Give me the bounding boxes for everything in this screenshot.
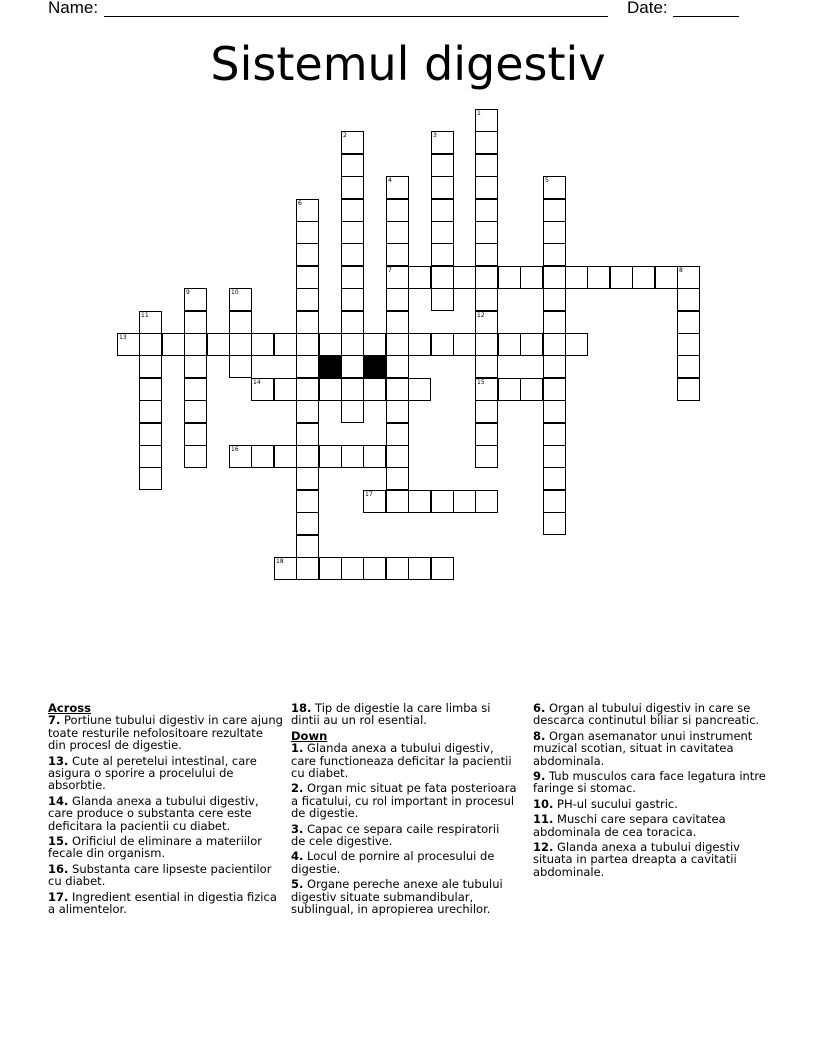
grid-cell[interactable] — [543, 288, 566, 311]
grid-cell[interactable] — [229, 288, 252, 311]
grid-cell[interactable] — [431, 266, 454, 289]
grid-cell[interactable] — [139, 311, 162, 334]
grid-cell[interactable] — [296, 333, 319, 356]
grid-cell[interactable] — [475, 490, 498, 513]
grid-cell[interactable] — [475, 355, 498, 378]
grid-cell[interactable] — [565, 266, 588, 289]
clue-number: 12 — [477, 312, 485, 319]
grid-cell[interactable] — [184, 288, 207, 311]
grid-cell[interactable] — [363, 445, 386, 468]
clue-number: 5 — [545, 177, 549, 184]
grid-cell[interactable] — [296, 288, 319, 311]
grid-cell[interactable] — [431, 131, 454, 154]
grid-cell[interactable] — [341, 221, 364, 244]
grid-cell[interactable] — [587, 266, 610, 289]
grid-cell[interactable] — [139, 400, 162, 423]
grid-cell[interactable] — [543, 400, 566, 423]
grid-cell[interactable] — [296, 535, 319, 558]
page-title: Sistemul digestiv — [210, 37, 606, 91]
grid-cell[interactable] — [229, 333, 252, 356]
grid-cell[interactable] — [274, 378, 297, 401]
grid-cell[interactable] — [386, 311, 409, 334]
clue-across-18: 18. Tip de digestie la care limba si dintii au un rol esential. — [291, 701, 491, 728]
grid-cell[interactable] — [498, 333, 521, 356]
down-heading: Down — [291, 728, 328, 743]
grid-cell[interactable] — [386, 378, 409, 401]
grid-cell[interactable] — [251, 445, 274, 468]
across-heading: Across — [48, 701, 91, 715]
grid-cell[interactable] — [139, 445, 162, 468]
grid-cell[interactable] — [341, 557, 364, 580]
grid-cell[interactable] — [319, 557, 342, 580]
grid-cell[interactable] — [431, 243, 454, 266]
date-label: Date: — [627, 0, 668, 17]
grid-cell[interactable] — [408, 378, 431, 401]
grid-cell[interactable] — [408, 333, 431, 356]
clue-down-2: 2. Organ mic situat pe fata posterioara a ficatului, cu rol important in procesul de digestie. — [291, 781, 517, 821]
grid-cell[interactable] — [475, 288, 498, 311]
grid-cell[interactable] — [543, 266, 566, 289]
grid-cell[interactable] — [341, 266, 364, 289]
clue-across-13: 13. Cute al peretelui intestinal, care asigura o sporire a procelului de absorbtie. — [48, 753, 257, 793]
grid-cell[interactable] — [319, 333, 342, 356]
black-cell — [363, 355, 386, 378]
clue-number: 17 — [365, 491, 373, 498]
grid-cell[interactable] — [520, 333, 543, 356]
grid-cell[interactable] — [453, 266, 476, 289]
grid-cell[interactable] — [184, 445, 207, 468]
grid-cell[interactable] — [520, 378, 543, 401]
grid-cell[interactable] — [543, 243, 566, 266]
grid-cell[interactable] — [431, 199, 454, 222]
grid-cell[interactable] — [475, 154, 498, 177]
grid-cell[interactable] — [677, 355, 700, 378]
grid-cell[interactable] — [386, 243, 409, 266]
grid-cell[interactable] — [431, 176, 454, 199]
clue-number: 8 — [679, 267, 683, 274]
grid-cell[interactable] — [475, 423, 498, 446]
clue-down-11: 11. Muschi care separa cavitatea abdominala de cea toracica. — [533, 812, 726, 839]
grid-cell[interactable] — [632, 266, 655, 289]
grid-cell[interactable] — [296, 311, 319, 334]
grid-cell[interactable] — [386, 176, 409, 199]
grid-cell[interactable] — [274, 445, 297, 468]
clue-down-3: 3. Capac ce separa caile respiratorii de cele digestive. — [291, 821, 500, 849]
grid-cell[interactable] — [475, 445, 498, 468]
grid-cell[interactable] — [296, 355, 319, 378]
grid-cell[interactable] — [475, 199, 498, 222]
grid-cell[interactable] — [408, 557, 431, 580]
grid-cell[interactable] — [565, 333, 588, 356]
grid-cell[interactable] — [296, 243, 319, 266]
clue-down-10: 10. PH-ul sucului gastric. — [533, 796, 678, 811]
grid-cell[interactable] — [363, 557, 386, 580]
grid-cell[interactable] — [543, 467, 566, 490]
grid-cell[interactable] — [229, 445, 252, 468]
grid-cell[interactable] — [543, 199, 566, 222]
clue-down-9: 9. Tub musculos cara face legatura intre faringe si stomac. — [533, 769, 766, 796]
clue-number: 2 — [343, 132, 347, 139]
grid-cell[interactable] — [610, 266, 633, 289]
grid-cell[interactable] — [386, 423, 409, 446]
clue-number: 6 — [298, 200, 302, 207]
black-cell — [319, 355, 342, 378]
grid-cell[interactable] — [341, 378, 364, 401]
grid-cell[interactable] — [543, 333, 566, 356]
grid-cell[interactable] — [341, 400, 364, 423]
grid-cell[interactable] — [341, 355, 364, 378]
grid-cell[interactable] — [296, 378, 319, 401]
grid-cell[interactable] — [543, 221, 566, 244]
grid-cell[interactable] — [431, 490, 454, 513]
grid-cell[interactable] — [363, 490, 386, 513]
grid-cell[interactable] — [475, 378, 498, 401]
grid-cell[interactable] — [296, 467, 319, 490]
clue-across-16: 16. Substanta care lipseste pacientilor cu diabet. — [48, 861, 272, 889]
clue-number: 15 — [477, 379, 485, 386]
grid-cell[interactable] — [431, 557, 454, 580]
grid-cell[interactable] — [431, 221, 454, 244]
grid-cell[interactable] — [207, 333, 230, 356]
grid-cell[interactable] — [408, 266, 431, 289]
grid-cell[interactable] — [363, 378, 386, 401]
grid-cell[interactable] — [677, 266, 700, 289]
grid-cell[interactable] — [319, 445, 342, 468]
grid-cell[interactable] — [139, 355, 162, 378]
grid-cell[interactable] — [296, 445, 319, 468]
clue-down-6: 6. Organ al tubului digestiv in care se descarca continutul biliar si pancreatic. — [533, 701, 760, 728]
grid-cell[interactable] — [296, 512, 319, 535]
grid-cell[interactable] — [296, 266, 319, 289]
grid-cell[interactable] — [139, 333, 162, 356]
grid-cell[interactable] — [341, 288, 364, 311]
grid-cell[interactable] — [117, 333, 140, 356]
grid-cell[interactable] — [184, 355, 207, 378]
grid-cell[interactable] — [543, 378, 566, 401]
grid-cell[interactable] — [431, 288, 454, 311]
grid-cell[interactable] — [296, 490, 319, 513]
clue-across-17: 17. Ingredient esential in digestia fizica a alimentelor. — [48, 889, 277, 917]
grid-cell[interactable] — [139, 378, 162, 401]
grid-cell[interactable] — [655, 266, 678, 289]
name-label: Name: — [48, 0, 99, 17]
grid-cell[interactable] — [184, 423, 207, 446]
clue-number: 3 — [433, 132, 437, 139]
clue-down-5: 5. Organe pereche anexe ale tubului digestiv situate submandibular, sublingual, in apropierea urechilor. — [291, 877, 503, 917]
grid-cell[interactable] — [296, 557, 319, 580]
grid-cell[interactable] — [296, 221, 319, 244]
grid-cell[interactable] — [453, 490, 476, 513]
grid-cell[interactable] — [431, 154, 454, 177]
grid-cell[interactable] — [386, 557, 409, 580]
grid-cell[interactable] — [184, 333, 207, 356]
clues-column-2 — [291, 702, 517, 919]
clue-across-14: 14. Glanda anexa a tubului digestiv, care produce o substanta cere este deficitara la pacientii cu diabet. — [48, 793, 259, 833]
grid-cell[interactable] — [520, 266, 543, 289]
clue-number: 4 — [388, 177, 392, 184]
grid-cell[interactable] — [386, 266, 409, 289]
grid-cell[interactable] — [543, 176, 566, 199]
grid-cell[interactable] — [139, 423, 162, 446]
grid-cell[interactable] — [386, 467, 409, 490]
grid-cell[interactable] — [319, 378, 342, 401]
grid-cell[interactable] — [475, 311, 498, 334]
clues-column-1 — [48, 702, 284, 919]
grid-cell[interactable] — [139, 467, 162, 490]
grid-cell[interactable] — [543, 423, 566, 446]
grid-cell[interactable] — [386, 288, 409, 311]
grid-cell[interactable] — [475, 131, 498, 154]
grid-cell[interactable] — [475, 400, 498, 423]
clues-column-3 — [533, 702, 769, 881]
clue-number: 10 — [231, 289, 239, 296]
clue-down-8: 8. Organ asemanator unui instrument muzical scotian, situat in cavitatea abdominala. — [533, 728, 753, 768]
grid-cell[interactable] — [386, 221, 409, 244]
grid-cell[interactable] — [453, 333, 476, 356]
grid-cell[interactable] — [341, 243, 364, 266]
grid-cell[interactable] — [341, 154, 364, 177]
grid-cell[interactable] — [475, 221, 498, 244]
grid-cell[interactable] — [341, 311, 364, 334]
grid-cell[interactable] — [386, 333, 409, 356]
grid-cell[interactable] — [677, 333, 700, 356]
grid-cell[interactable] — [386, 490, 409, 513]
grid-cell[interactable] — [296, 423, 319, 446]
grid-cell[interactable] — [386, 199, 409, 222]
grid-cell[interactable] — [184, 378, 207, 401]
grid-cell[interactable] — [184, 311, 207, 334]
grid-cell[interactable] — [498, 266, 521, 289]
grid-cell[interactable] — [475, 176, 498, 199]
grid-cell[interactable] — [386, 355, 409, 378]
clue-number: 11 — [141, 312, 149, 319]
grid-cell[interactable] — [341, 333, 364, 356]
grid-cell[interactable] — [274, 333, 297, 356]
clue-number: 16 — [231, 446, 239, 453]
clue-number: 1 — [477, 110, 481, 117]
grid-cell[interactable] — [475, 243, 498, 266]
grid-cell[interactable] — [543, 445, 566, 468]
grid-cell[interactable] — [341, 176, 364, 199]
grid-cell[interactable] — [162, 333, 185, 356]
grid-cell[interactable] — [251, 378, 274, 401]
grid-cell[interactable] — [543, 355, 566, 378]
grid-cell[interactable] — [229, 355, 252, 378]
grid-cell[interactable] — [386, 445, 409, 468]
grid-cell[interactable] — [341, 445, 364, 468]
grid-cell[interactable] — [341, 131, 364, 154]
grid-cell[interactable] — [274, 557, 297, 580]
grid-cell[interactable] — [341, 199, 364, 222]
grid-cell[interactable] — [475, 109, 498, 132]
clue-number: 14 — [253, 379, 261, 386]
grid-cell[interactable] — [677, 378, 700, 401]
grid-cell[interactable] — [677, 288, 700, 311]
grid-cell[interactable] — [184, 400, 207, 423]
grid-cell[interactable] — [431, 333, 454, 356]
clue-across-7: 7. Portiune tubului digestiv in care ajung toate resturile nefolositoare rezultate din procesl de digestie. — [48, 713, 283, 753]
grid-cell[interactable] — [296, 400, 319, 423]
grid-cell[interactable] — [386, 400, 409, 423]
grid-cell[interactable] — [677, 311, 700, 334]
grid-cell[interactable] — [251, 333, 274, 356]
grid-cell[interactable] — [296, 199, 319, 222]
clue-number: 13 — [119, 334, 127, 341]
clue-number: 9 — [186, 289, 190, 296]
grid-cell[interactable] — [408, 490, 431, 513]
grid-cell[interactable] — [543, 490, 566, 513]
clue-number: 7 — [388, 267, 392, 274]
clue-number: 18 — [276, 558, 284, 565]
clue-down-12: 12. Glanda anexa a tubului digestiv situata in partea dreapta a cavitatii abdominale. — [533, 840, 740, 879]
clue-across-15: 15. Orificiul de eliminare a materiilor fecale din organism. — [48, 834, 262, 861]
grid-cell[interactable] — [475, 333, 498, 356]
clue-down-4: 4. Locul de pornire al procesului de digestie. — [291, 849, 495, 876]
grid-cell[interactable] — [498, 378, 521, 401]
grid-cell[interactable] — [543, 311, 566, 334]
grid-cell[interactable] — [363, 333, 386, 356]
grid-cell[interactable] — [475, 266, 498, 289]
clue-down-1: 1. Glanda anexa a tubului digestiv, care functioneaza deficitar la pacientii cu diabet. — [291, 741, 512, 781]
grid-cell[interactable] — [229, 311, 252, 334]
grid-cell[interactable] — [543, 512, 566, 535]
